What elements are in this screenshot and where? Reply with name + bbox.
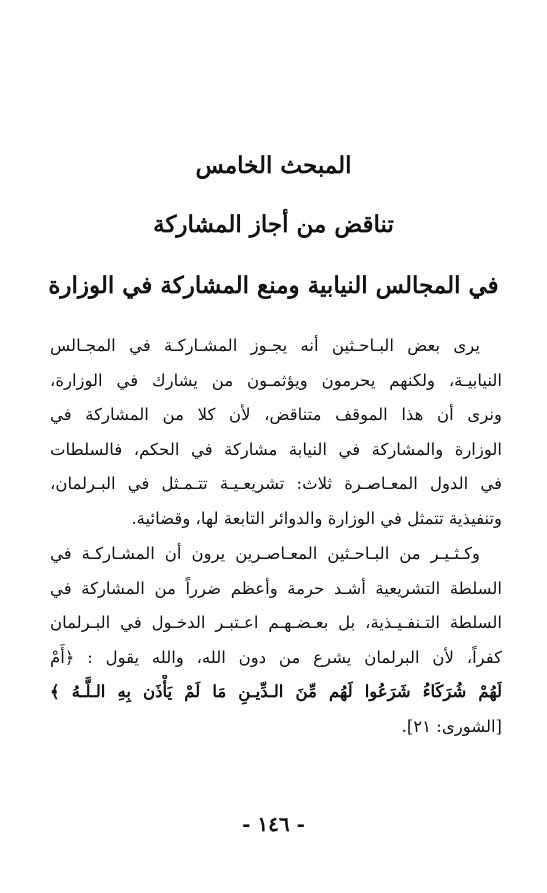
chapter-title: تناقض من أجاز المشاركة	[153, 211, 394, 238]
paragraph-line: وكـثـيـر من البـاحـثين المعـاصـرين يرون أن المشـاركـة في	[50, 544, 480, 563]
paragraph-line: الوزارة والمشاركة في النيابة مشاركة في الحكم، فالسلطات	[50, 439, 502, 459]
page-number: - ١٤٦ -	[242, 812, 305, 836]
verse-citation: [الشورى: ٢١].	[401, 716, 502, 736]
paragraph-line: وتنفيذية تتمثل في الوزارة والدوائر التابعة لها، وقضائية.	[131, 508, 502, 528]
paragraph-line: السلطة التشريعية أشـد حرمة وأعظم ضرراً من المشاركة في	[50, 578, 502, 598]
quran-verse-line: لَهُمْ شُرَكَاءُ شَرَعُوا لَهُم مِّنَ الـدِّيـنِ مَا لَمْ يَأْذَن بِهِ الـلَّـهُ ﴾	[50, 682, 502, 702]
paragraph-2	[50, 537, 502, 745]
paragraph-line: السلطة التـنفـيـذية، بل بعـضـهـم اعـتبـر الدخـول في البـرلمان	[50, 613, 502, 633]
paragraph-line: ونرى أن هذا الموقف متناقض، لأن كلا من المشاركة في	[50, 405, 502, 425]
paragraph-line: النيابيـة، ولكنهم يحرمون ويؤثمـون من يشارك في الوزارة،	[50, 370, 502, 390]
paragraph-line: في الدول المعـاصـرة ثلاث: تشريعـيـة تتـمـثل في البـرلمان،	[50, 474, 502, 494]
section-label: المبحث الخامس	[195, 152, 352, 179]
paragraph-line: يرى بعض البـاحـثين أنه يجـوز المشـاركـة في المجـالس	[50, 336, 480, 355]
chapter-subtitle: في المجالس النيابية ومنع المشاركة في الوزارة	[48, 272, 499, 299]
paragraph-1	[50, 329, 502, 537]
paragraph-line: كفراً، لأن البرلمان يشرع من دون الله، والله يقول : ﴿أَمْ	[50, 647, 502, 667]
